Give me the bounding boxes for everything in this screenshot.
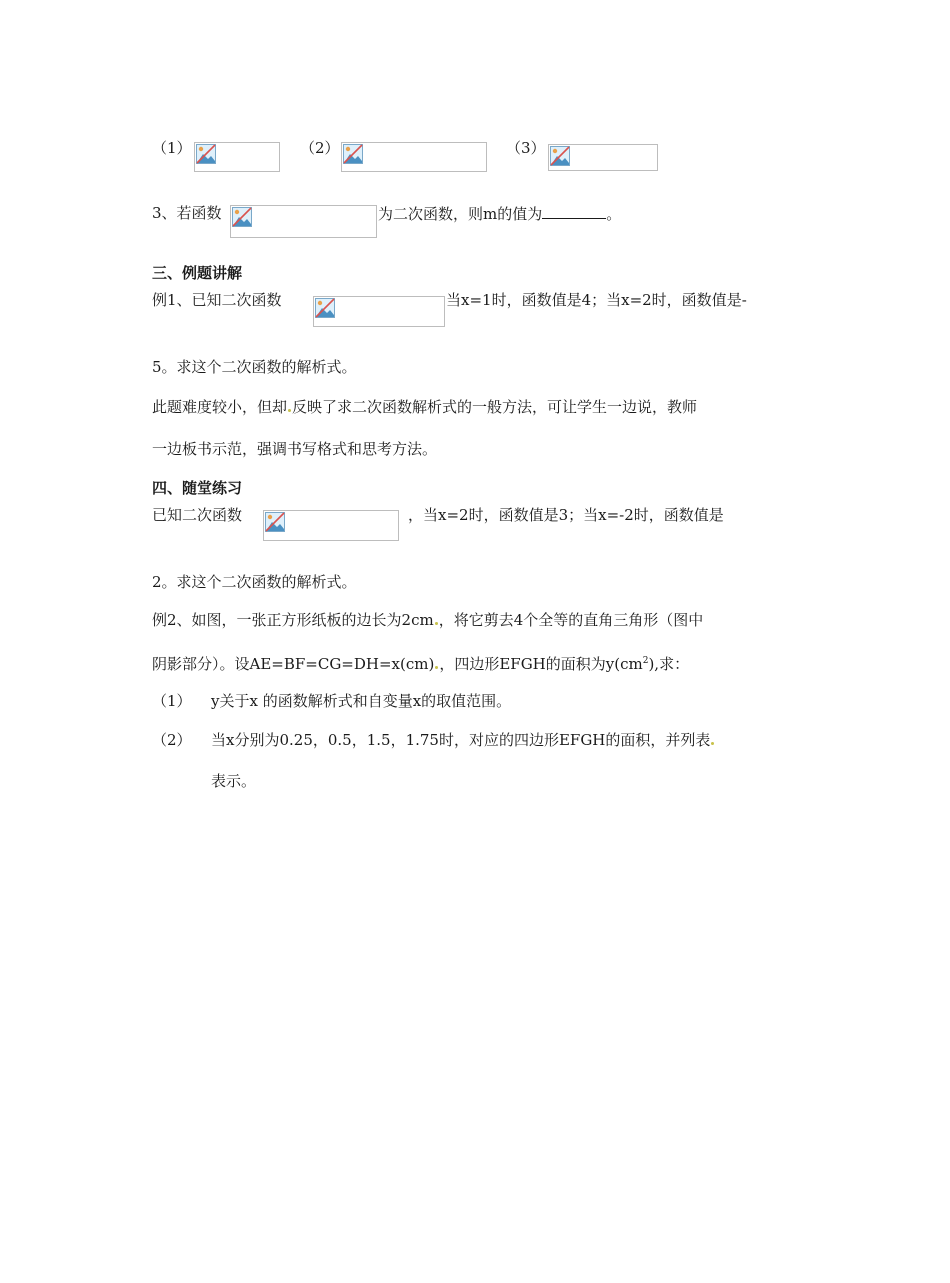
ex2-sub1-text: y关于x 的函数解析式和自变量x的取值范围。 — [211, 692, 512, 710]
ex2-line2-sup: 2 — [642, 656, 649, 666]
broken-image-icon — [196, 144, 216, 164]
broken-image-icon — [265, 512, 285, 532]
q3-suffix: 。 — [606, 205, 622, 223]
ex1-line1-suffix: 当x=1时，函数值是4；当x=2时，函数值是- — [446, 291, 747, 309]
section-title-3: 三、例题讲解 — [152, 264, 243, 282]
ex2-line2-c: ),求： — [648, 655, 690, 673]
ex2-line1 — [152, 610, 703, 630]
item-label-3: （3） — [506, 139, 546, 157]
broken-image-icon — [343, 144, 363, 164]
answer-blank — [542, 203, 606, 219]
practice-formula-image — [263, 510, 399, 541]
ex2-line2-a: 阴影部分）。设AE=BF=CG=DH=x(cm) — [152, 655, 435, 673]
item-label-2: （2） — [300, 139, 340, 157]
ex2-sub2-cont: 表示。 — [211, 772, 257, 790]
ex1-note-line2: 一边板书示范，强调书写格式和思考方法。 — [152, 440, 438, 458]
ex2-sub1-label: （1） — [152, 692, 192, 710]
ex2-sub2-label: （2） — [152, 731, 192, 749]
ex1-formula-image — [313, 296, 445, 327]
mark-dot — [288, 409, 291, 412]
practice-line1-suffix: ，当x=2时，函数值是3；当x=-2时，函数值是 — [408, 506, 724, 524]
ex2-sub2-main: 当x分别为0.25，0.5，1.5，1.75时，对应的四边形EFGH的面积，并列表 — [211, 731, 711, 749]
ex1-note-b: 反映了求二次函数解析式的一般方法，可让学生一边说，教师 — [292, 398, 698, 416]
q3-formula-image — [230, 205, 377, 238]
section-title-4: 四、随堂练习 — [152, 479, 243, 497]
mark-dot — [435, 666, 438, 669]
ex2-line2-b: ，四边形EFGH的面积为y(cm — [439, 655, 643, 673]
ex2-line1-b: ，将它剪去4个全等的直角三角形（图中 — [438, 611, 704, 629]
ex2-line1-a: 例2、如图，一张正方形纸板的边长为2cm — [152, 611, 434, 629]
ex1-line2: 5。求这个二次函数的解析式。 — [152, 358, 357, 376]
broken-image-icon — [315, 298, 335, 318]
mark-dot — [711, 742, 714, 745]
ex1-note-line1 — [152, 397, 697, 417]
broken-image-icon — [550, 146, 570, 166]
formula-image-1 — [194, 142, 280, 172]
q3-prefix: 3、若函数 — [152, 204, 222, 222]
ex1-note-a: 此题难度较小，但却 — [152, 398, 288, 416]
formula-image-3 — [548, 144, 658, 171]
ex2-line2 — [152, 651, 689, 674]
q3-middle: 为二次函数，则m的值为 — [378, 205, 543, 223]
formula-image-2 — [341, 142, 487, 172]
practice-line1-prefix: 已知二次函数 — [152, 506, 243, 524]
practice-line2: 2。求这个二次函数的解析式。 — [152, 573, 357, 591]
broken-image-icon — [232, 207, 252, 227]
item-label-1: （1） — [152, 139, 192, 157]
ex1-line1-prefix: 例1、已知二次函数 — [152, 291, 282, 309]
ex2-sub2-text — [211, 730, 715, 750]
mark-dot — [435, 622, 438, 625]
q3-text — [378, 203, 621, 224]
